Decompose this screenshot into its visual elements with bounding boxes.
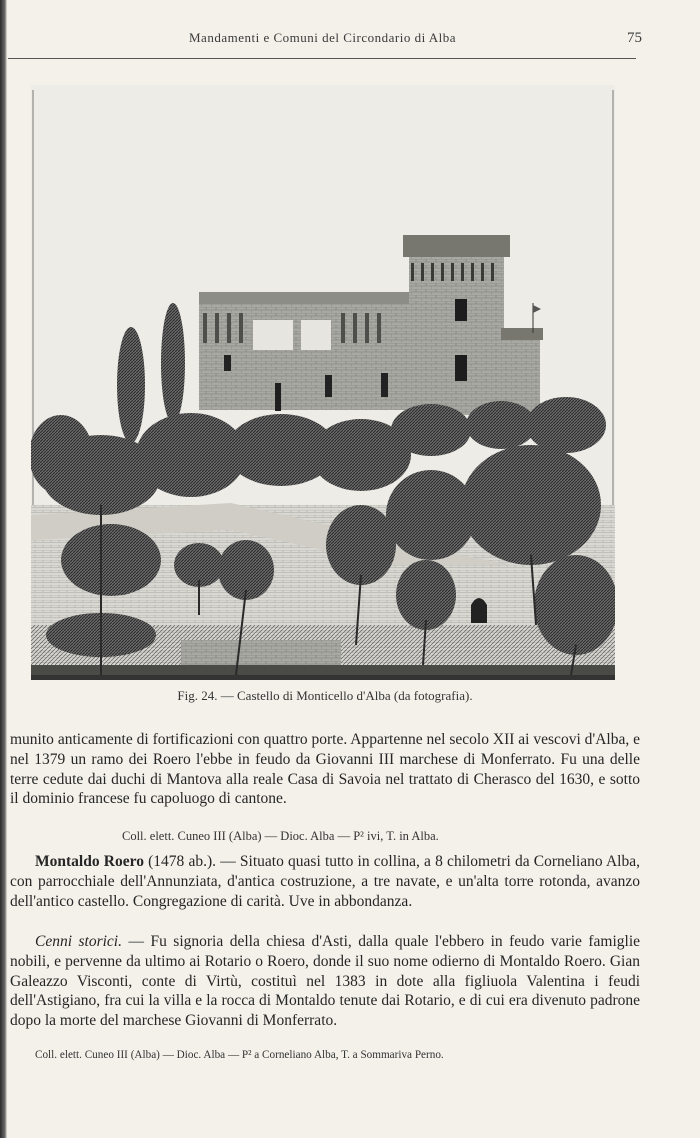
figure-caption: Fig. 24. — Castello di Monticello d'Alba (da fotografia).: [177, 688, 473, 703]
paragraph-monticello-history: munito anticamente di fortificazioni con quattro porte. Appartenne nel secolo XII ai vescovi d'Alba, e nel 1379 un ramo dei Roero l'ebbe in feudo da Giovanni III marchese di Monferrato. Fu una delle terre cedute dai duchi di Mantova alla reale Casa di Savoia nel trattato di Cherasco del 1630, e sotto il dominio francese fu capoluogo di cantone.: [10, 731, 640, 808]
entry-text: (1478 ab.). — Situato quasi tutto in collina, a 8 chilometri da Corneliano Alba, con parrocchiale dell'Annunziata, d'antica costruzione, a tre navate, e un'alta torre rotonda, avanzo dell'antico castello. Congregazione di carità. Uve in abbondanza.: [10, 853, 640, 910]
reference-monticello: Coll. elett. Cuneo III (Alba) — Dioc. Alba — P² ivi, T. in Alba.: [122, 829, 439, 843]
page-number: 75: [627, 30, 642, 46]
cenni-text: — Fu signoria della chiesa d'Asti, dalla quale l'ebbero in feudo varie famiglie nobili, e pervenne da ultimo ai Rotario o Roero, donde il suo nome odierno di Montaldo Roero. Gian Galeazzo Visconti, conte di Virtù, costituì nel 1383 in dote alla figliuola Valentina i feudi dell'Astigiano, fra cui la villa e la rocca di Montaldo tenute dai Rotario, e di cui era divenuto padrone dopo la morte del marchese Giovanni di Monferrato.: [10, 933, 641, 1030]
header-rule: [8, 58, 636, 59]
castle-engraving: [31, 85, 615, 680]
entry-montaldo-roero: [10, 852, 640, 911]
page-binding-edge: [0, 0, 7, 1138]
entry-name: Montaldo Roero: [35, 853, 144, 870]
cenni-label: Cenni storici.: [35, 933, 122, 950]
page-header: [0, 30, 700, 52]
paragraph-cenni-storici: [10, 932, 640, 1031]
reference-montaldo: Coll. elett. Cuneo III (Alba) — Dioc. Alba — P² a Corneliano Alba, T. a Sommariva Perno.: [35, 1049, 444, 1061]
running-title: Mandamenti e Comuni del Circondario di Alba: [188, 30, 456, 45]
